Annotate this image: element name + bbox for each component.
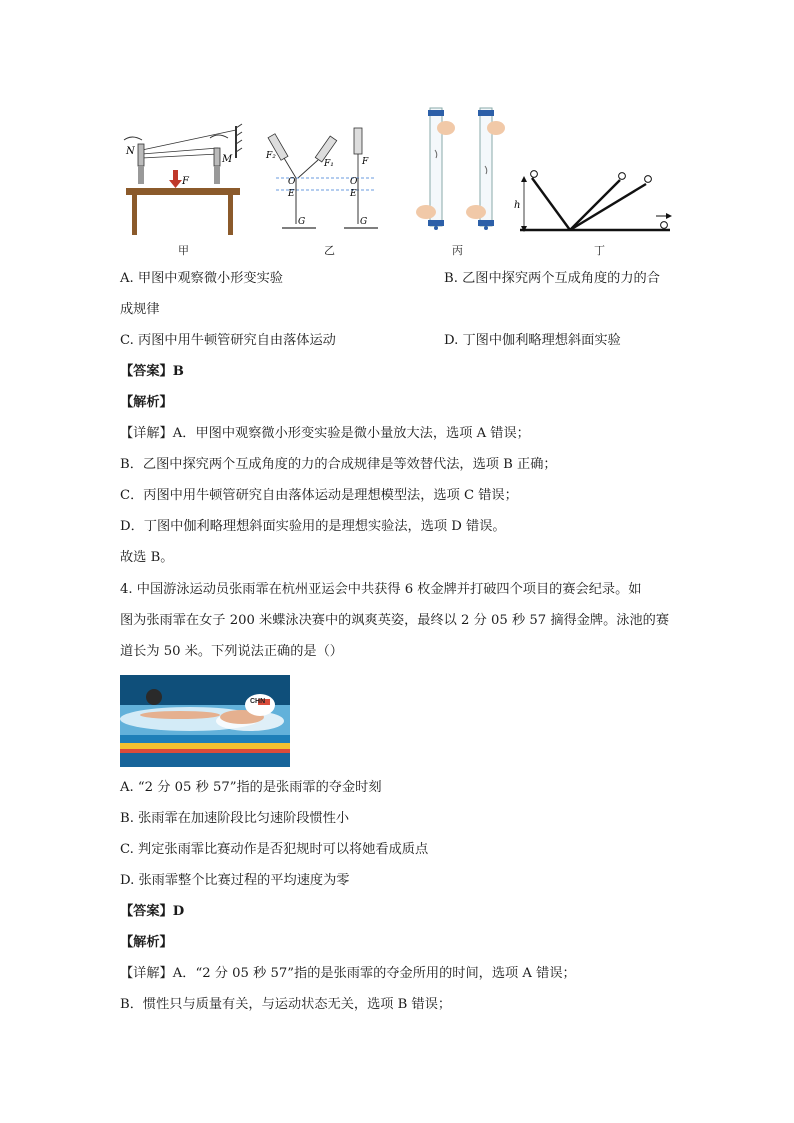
q4-option-d: D. 张雨霏整个比赛过程的平均速度为零	[120, 873, 350, 888]
label-f1: F₁	[324, 159, 334, 169]
caption-yi: 乙	[324, 244, 335, 257]
q3-answer: 【答案】B	[120, 364, 184, 379]
label-n: N	[126, 146, 135, 157]
cap-text: CHN	[250, 698, 266, 705]
q3-option-b-continued: 成规律	[120, 302, 160, 317]
figure-bing-newton-tube	[418, 100, 528, 240]
label-e-right: E	[350, 189, 357, 199]
q3-option-c: C. 丙图中用牛顿管研究自由落体运动	[120, 333, 336, 348]
q4-stem-line-1: 4. 中国游泳运动员张雨霏在杭州亚运会中共获得 6 枚金牌并打破四个项目的赛会纪录。如	[120, 582, 642, 597]
label-o-left: O	[288, 177, 296, 187]
q4-option-c: C. 判定张雨霏比赛动作是否犯规时可以将她看成质点	[120, 842, 429, 857]
q3-detail-3: C．丙图中用牛顿管研究自由落体运动是理想模型法，选项 C 错误；	[120, 488, 518, 503]
q3-option-a: A. 甲图中观察微小形变实验	[120, 271, 283, 286]
q4-answer: 【答案】D	[120, 904, 185, 919]
label-e-left: E	[288, 189, 295, 199]
q4-detail-1: 【详解】A．“2 分 05 秒 57”指的是张雨霏的夺金所用的时间，选项 A 错误；	[120, 966, 576, 981]
figure-jia-microdeformation	[118, 118, 248, 240]
caption-jia: 甲	[178, 244, 189, 257]
q3-detail-2: B．乙图中探究两个互成角度的力的合成规律是等效替代法，选项 B 正确；	[120, 457, 557, 472]
label-f2: F₂	[266, 151, 276, 161]
caption-ding: 丁	[594, 244, 605, 257]
swimmer-photo	[120, 675, 290, 767]
q4-stem-line-3: 道长为 50 米。下列说法正确的是（）	[120, 644, 343, 659]
q4-stem-line-2: 图为张雨霏在女子 200 米蝶泳决赛中的飒爽英姿，最终以 2 分 05 秒 57 摘得金牌。泳池的赛	[120, 613, 670, 628]
label-g-right: G	[360, 217, 368, 227]
figure-yi-force-composition	[266, 124, 386, 240]
figure-ding-ideal-slope	[514, 168, 678, 238]
q4-analysis-title: 【解析】	[120, 935, 173, 950]
q3-option-b: B. 乙图中探究两个互成角度的力的合	[444, 271, 660, 286]
label-h: h	[514, 200, 521, 211]
q3-detail-4: D．丁图中伽利略理想斜面实验用的是理想实验法，选项 D 错误。	[120, 519, 506, 534]
q4-option-b: B. 张雨霏在加速阶段比匀速阶段惯性小	[120, 811, 350, 826]
q4-detail-2: B．惯性只与质量有关，与运动状态无关，选项 B 错误；	[120, 997, 452, 1012]
q3-detail-1: 【详解】A．甲图中观察微小形变实验是微小量放大法，选项 A 错误；	[120, 426, 530, 441]
q3-analysis-title: 【解析】	[120, 395, 173, 410]
q3-option-d: D. 丁图中伽利略理想斜面实验	[444, 333, 621, 348]
q3-conclusion: 故选 B。	[120, 550, 174, 565]
label-o-right: O	[350, 177, 358, 187]
label-f: F	[362, 157, 369, 167]
q4-option-a: A. “2 分 05 秒 57”指的是张雨霏的夺金时刻	[120, 780, 382, 795]
figure-row	[118, 98, 678, 258]
label-g-left: G	[298, 217, 306, 227]
label-m: M	[222, 154, 233, 165]
caption-bing: 丙	[452, 244, 463, 257]
label-f: F	[182, 176, 189, 187]
